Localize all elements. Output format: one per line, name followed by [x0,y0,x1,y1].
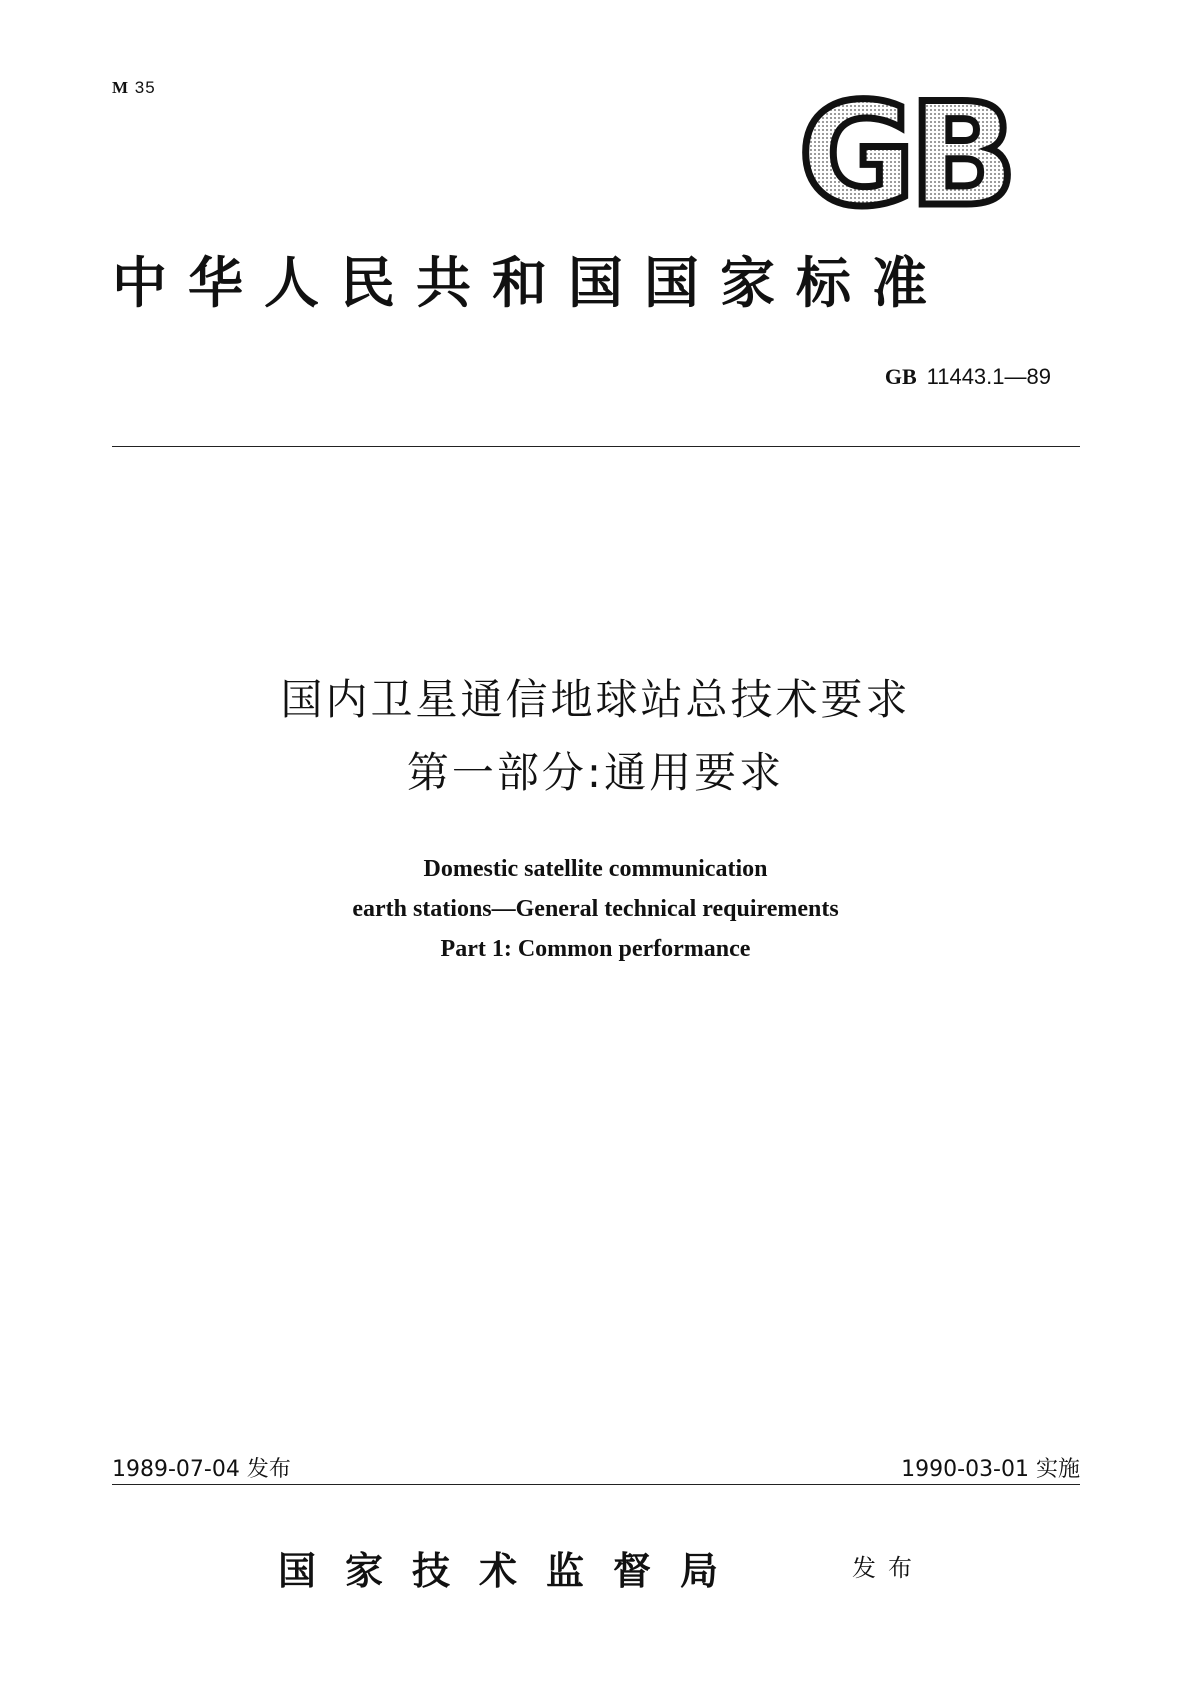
header-divider [112,446,1080,447]
title-cn-line2: 第一部分:通用要求 [406,748,785,797]
standard-number-value: 11443.1—89 [926,364,1051,389]
footer-divider [112,1484,1080,1485]
issuing-suffix: 发布 [852,1554,924,1582]
title-en-line1: Domestic satellite communication [423,856,768,882]
classification-number: 35 [134,78,156,97]
title-en-line3: Part 1: Common performance [440,936,751,962]
standard-number-prefix: GB [884,364,917,389]
national-standard-title: 中华人民共和国国家标准 [112,250,949,315]
issue-date: 1989-07-04 发布 [112,1457,291,1482]
title-en-line2: earth stations—General technical requirements [352,896,839,922]
classification-code [112,78,156,98]
classification-letter: M [112,78,130,97]
effective-date: 1990-03-01 实施 [901,1457,1080,1482]
title-cn-line1: 国内卫星通信地球站总技术要求 [280,675,911,724]
standard-number [885,364,1051,390]
issuing-authority: 国家技术监督局 [278,1548,748,1593]
gb-logo-text: GB [798,92,1012,216]
gb-logo-icon [785,92,1025,216]
